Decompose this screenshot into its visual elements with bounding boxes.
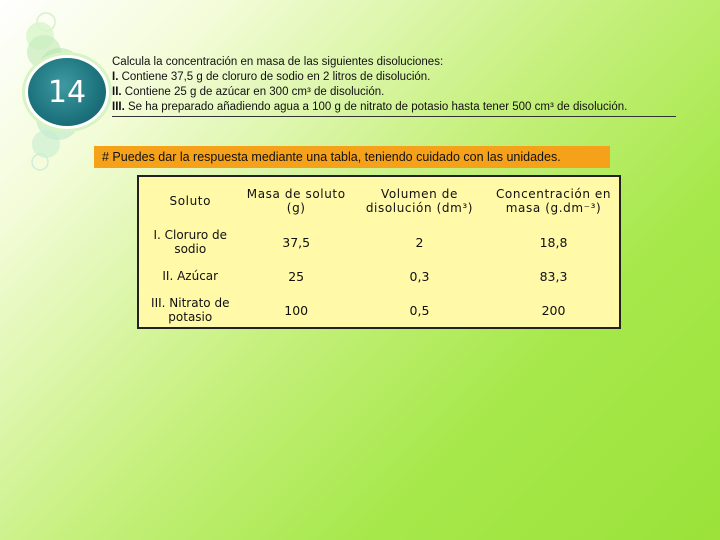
table-row <box>138 225 620 259</box>
divider-line <box>112 116 676 117</box>
hint-banner: # Puedes dar la respuesta mediante una tabla, teniendo cuidado con las unidades. <box>94 146 610 168</box>
item-marker: I. <box>112 71 119 83</box>
column-header: Volumen de disolución (dm³) <box>365 187 474 215</box>
table-cell: 0,5 <box>409 302 430 318</box>
exercise-number: 14 <box>47 74 87 110</box>
column-header: Soluto <box>169 194 212 208</box>
column-header: Masa de soluto (g) <box>246 187 346 215</box>
statement-line: Calcula la concentración en masa de las siguientes disoluciones: <box>112 56 444 68</box>
table-cell: II. Azúcar <box>162 269 219 283</box>
table-cell: 83,3 <box>539 268 568 284</box>
table-cell: 0,3 <box>409 268 430 284</box>
table-cell: 100 <box>284 302 309 318</box>
table-cell: 37,5 <box>282 234 311 250</box>
table-header-row <box>138 176 620 225</box>
table-cell: III. Nitrato de potasio <box>151 296 230 324</box>
statement-line: I. Contiene 37,5 g de cloruro de sodio en 2 litros de disolución. <box>112 71 431 83</box>
table-cell: I. Cloruro de sodio <box>153 228 228 256</box>
item-marker: II. <box>112 86 122 98</box>
column-header: Concentración en masa (g.dm⁻³) <box>495 187 612 215</box>
table-cell: 25 <box>288 268 305 284</box>
exercise-statement <box>112 55 692 115</box>
results-table <box>137 175 621 329</box>
exercise-number-badge <box>28 58 106 126</box>
statement-line: III. Se ha preparado añadiendo agua a 100 g de nitrato de potasio hasta tener 500 cm³ de disolución. <box>112 101 628 113</box>
statement-line: II. Contiene 25 g de azúcar en 300 cm³ de disolución. <box>112 86 385 98</box>
table-cell: 2 <box>415 234 424 250</box>
table-row <box>138 293 620 328</box>
table-cell: 18,8 <box>539 234 568 250</box>
table-cell: 200 <box>541 302 566 318</box>
table-row <box>138 259 620 293</box>
item-marker: III. <box>112 101 125 113</box>
